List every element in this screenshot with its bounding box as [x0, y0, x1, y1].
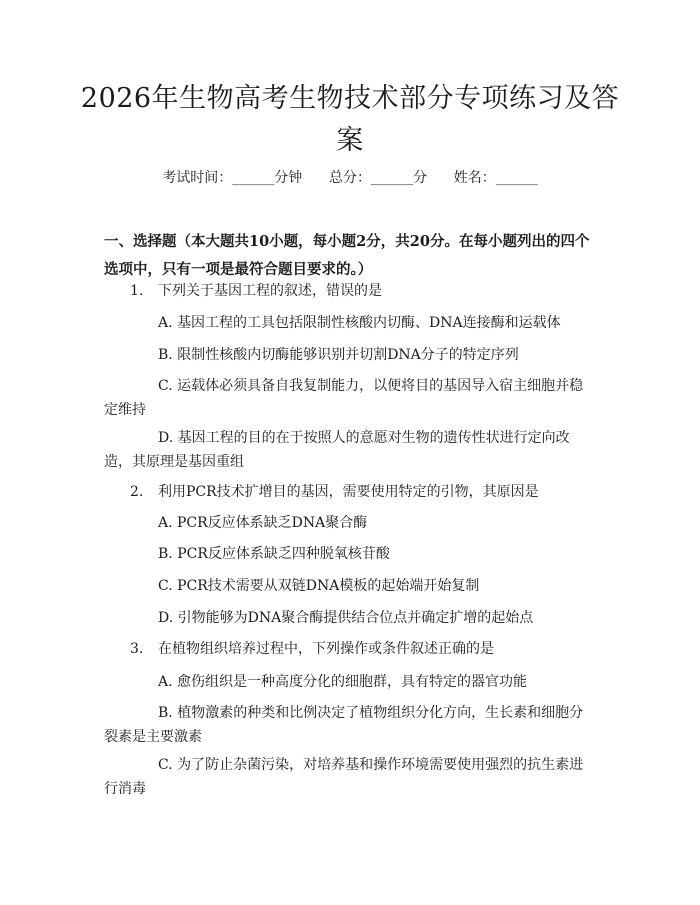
- question-3-option-b: B. 植物激素的种类和比例决定了植物组织分化方向，生长素和细胞分裂素是主要激素: [104, 705, 584, 745]
- question-1-option-b: B. 限制性核酸内切酶能够识别并切割DNA分子的特定序列: [158, 347, 519, 363]
- name-blank: ______: [495, 170, 538, 186]
- question-number: 3.: [130, 641, 144, 657]
- question-stem: 下列关于基因工程的叙述，错误的是: [158, 283, 382, 299]
- question-1: [130, 280, 596, 302]
- score-unit: 分: [413, 170, 427, 186]
- question-3-option-c: C. 为了防止杂菌污染，对培养基和操作环境需要使用强烈的抗生素进行消毒: [104, 757, 584, 797]
- question-2-option-c: C. PCR技术需要从双链DNA模板的起始端开始复制: [158, 578, 480, 594]
- document-title: 2026年生物高考生物技术部分专项练习及答案: [80, 83, 620, 156]
- question-1-option-a: A. 基因工程的工具包括限制性核酸内切酶、DNA连接酶和运载体: [158, 315, 561, 331]
- question-stem: 利用PCR技术扩增目的基因，需要使用特定的引物，其原因是: [158, 484, 539, 500]
- question-number: 2.: [130, 484, 144, 500]
- time-label: 考试时间：: [162, 170, 233, 186]
- question-number: 1.: [130, 283, 144, 299]
- question-2-option-d: D. 引物能够为DNA聚合酶提供结合位点并确定扩增的起始点: [158, 610, 534, 626]
- question-2-option-a: A. PCR反应体系缺乏DNA聚合酶: [158, 515, 368, 531]
- question-2: [130, 481, 596, 503]
- question-2-option-b: B. PCR反应体系缺乏四种脱氧核苷酸: [158, 546, 390, 562]
- question-stem: 在植物组织培养过程中，下列操作或条件叙述正确的是: [158, 641, 494, 657]
- question-1-option-c: C. 运载体必须具备自我复制能力，以便将目的基因导入宿主细胞并稳定维持: [104, 378, 584, 418]
- time-blank: ______: [232, 170, 275, 186]
- question-3-option-a: A. 愈伤组织是一种高度分化的细胞群，具有特定的器官功能: [158, 674, 528, 690]
- section-heading: 一、选择题（本大题共10小题，每小题2分，共20分。在每小题列出的四个选项中，只有一项是最符合题目要求的。）: [104, 233, 590, 278]
- question-1-option-d: D. 基因工程的目的在于按照人的意愿对生物的遗传性状进行定向改造，其原理是基因重组: [104, 430, 570, 470]
- score-label: 总分：: [329, 170, 371, 186]
- question-3: [130, 638, 596, 660]
- time-unit: 分钟: [274, 170, 303, 186]
- name-label: 姓名：: [453, 170, 496, 186]
- exam-info-line: [0, 168, 700, 188]
- score-blank: ______: [371, 170, 413, 186]
